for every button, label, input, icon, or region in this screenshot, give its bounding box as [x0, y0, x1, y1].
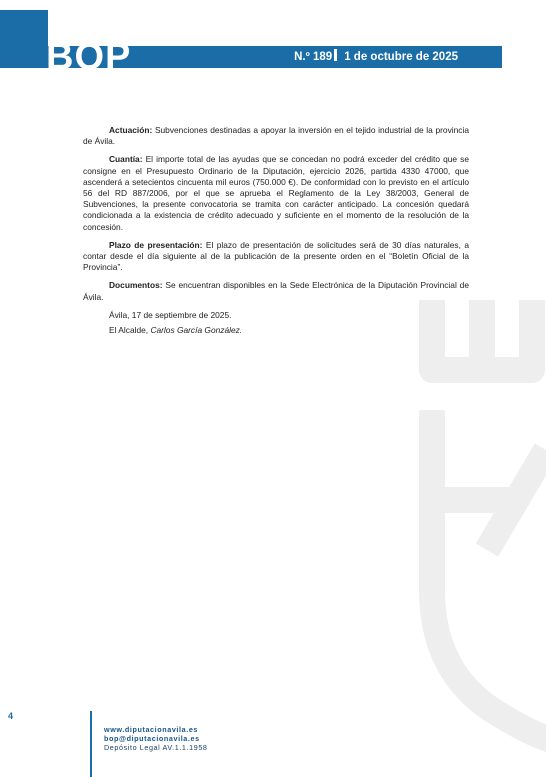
paragraph-cuantia — [83, 154, 469, 232]
document-body — [83, 125, 469, 340]
label-plazo: Plazo de presentación: — [109, 239, 203, 250]
footer-contact — [104, 725, 208, 752]
header-brand-block — [0, 10, 48, 68]
signer-name: Carlos García González. — [150, 325, 243, 336]
text-documentos: Se encuentran disponibles en la Sede Electrónica de la Diputación Provincial de Ávila. — [83, 280, 469, 302]
provincial-emblem-watermark — [412, 290, 546, 777]
legal-deposit: Depósito Legal AV.1.1.1958 — [104, 743, 208, 752]
signature — [109, 325, 469, 336]
issue-date: 1 de octubre de 2025 — [344, 51, 458, 63]
issue-number: N.º 189 — [294, 51, 333, 63]
footer-divider — [90, 711, 92, 777]
bop-logo: BOP — [46, 40, 132, 72]
label-actuacion: Actuación: — [109, 125, 153, 135]
label-documentos: Documentos: — [109, 280, 163, 291]
page-number: 4 — [8, 711, 14, 721]
label-cuantia: Cuantía: — [109, 154, 143, 165]
text-actuacion: Subvenciones destinadas a apoyar la inversión en el tejido industrial de la provincia de Ávila. — [83, 125, 469, 147]
header-separator — [334, 49, 337, 61]
paragraph-documentos — [83, 280, 469, 302]
signer-title: El Alcalde, — [109, 325, 151, 336]
text-plazo: El plazo de presentación de solicitudes será de 30 días naturales, a contar desde el día siguiente al de la publicación de la presente orden en el “Boletín Oficial de la Provincia”. — [83, 239, 469, 273]
paragraph-actuacion — [83, 125, 469, 147]
place-date: Ávila, 17 de septiembre de 2025. — [109, 309, 232, 320]
paragraph-plazo — [83, 240, 469, 274]
header-issue-info — [294, 48, 458, 66]
website-link[interactable]: www.diputacionavila.es — [104, 725, 199, 734]
email-link[interactable]: bop@diputacionavila.es — [104, 734, 200, 743]
text-cuantia: El importe total de las ayudas que se concedan no podrá exceder del crédito que se consigne en el Presupuesto Ordinario de la Diputación, ejercicio 2026, partida 4330 47000, que ascenderá a setecientos cincuenta mil euros (750.000 €). De conformidad con lo previsto en el artículo 56 del RD 887/2006, por el que se aprueba el Reglamento de la Ley 38/2003, General de Subvenciones, la presente convocatoria se tramita con carácter anticipado. La concesión quedará condicionada a la existencia de crédito adecuado y suficiente en el momento de la resolución de la concesión. — [83, 154, 469, 232]
